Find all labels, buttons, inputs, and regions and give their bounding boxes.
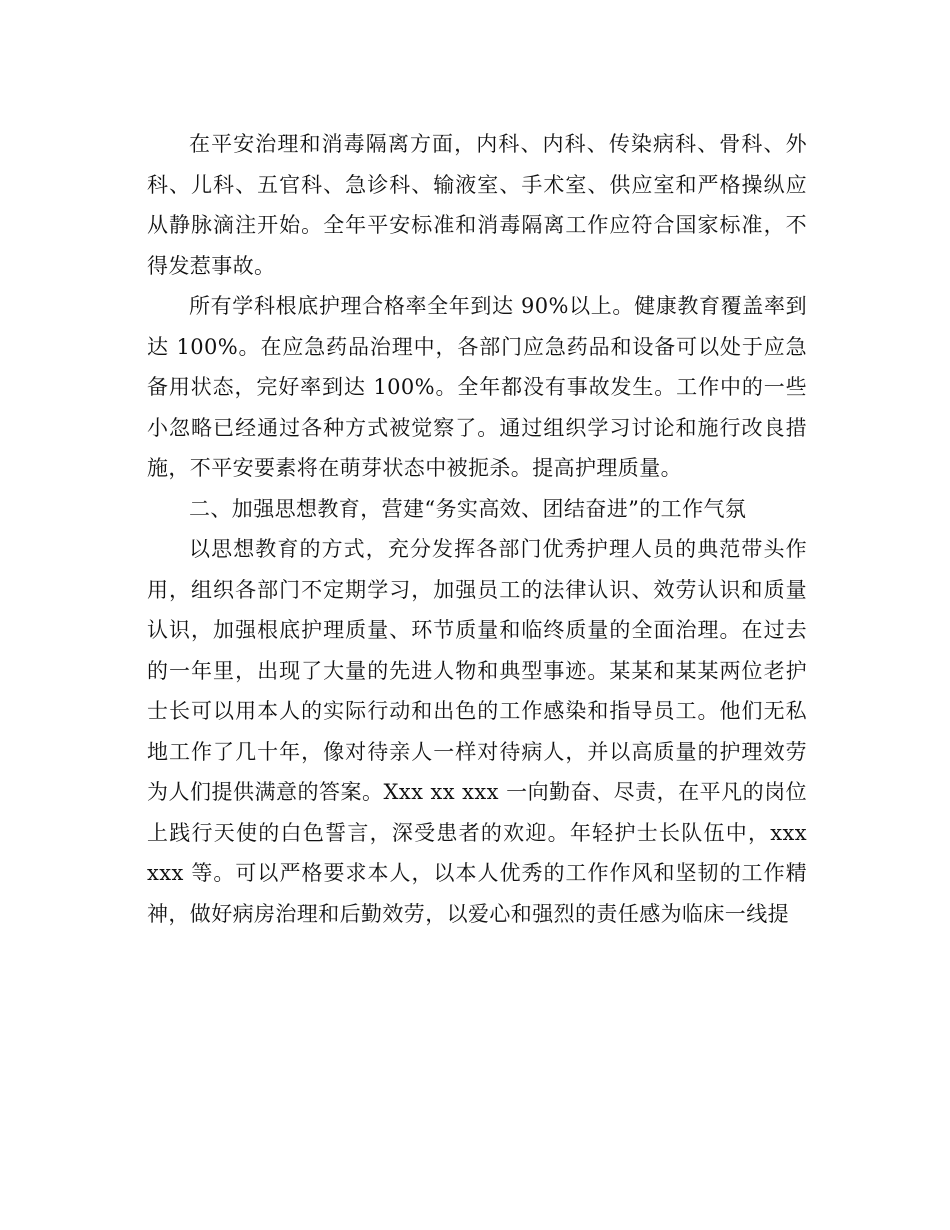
paragraph-nursing-quality: 所有学科根底护理合格率全年到达 90%以上。健康教育覆盖率到达 100%。在应急药品治理中，各部门应急药品和设备可以处于应急备用状态，完好率到达 100%。全年都没有事故发生。工作中的一些小忽略已经通过各种方式被觉察了。通过组织学习讨论和施行改良措施，不平安要素将在萌芽状态中被扼杀。提高护理质量。 — [147, 294, 807, 480]
document-body — [147, 124, 807, 934]
paragraph-safety-management: 在平安治理和消毒隔离方面，内科、内科、传染病科、骨科、外科、儿科、五官科、急诊科、输液室、手术室、供应室和严格操纵应从静脉滴注开始。全年平安标准和消毒隔离工作应符合国家标准，不得发惹事故。 — [147, 132, 807, 278]
section-heading-ideological-education: 二、加强思想教育，营建“务实高效、团结奋进”的工作气氛 — [189, 496, 747, 521]
paragraph-ideological-education: 以思想教育的方式，充分发挥各部门优秀护理人员的典范带头作用，组织各部门不定期学习，加强员工的法律认识、效劳认识和质量认识，加强根底护理质量、环节质量和临终质量的全面治理。在过去的一年里，出现了大量的先进人物和典型事迹。某某和某某两位老护士长可以用本人的实际行动和出色的工作感染和指导员工。他们无私地工作了几十年，像对待亲人一样对待病人，并以高质量的护理效劳为人们提供满意的答案。Xxx xx xxx 一向勤奋、尽责，在平凡的岗位上践行天使的白色誓言，深受患者的欢迎。年轻护士长队伍中，xxx xxx 等。可以严格要求本人，以本人优秀的工作作风和坚韧的工作精神，做好病房治理和后勤效劳，以爱心和强烈的责任感为临床一线提 — [147, 537, 807, 926]
